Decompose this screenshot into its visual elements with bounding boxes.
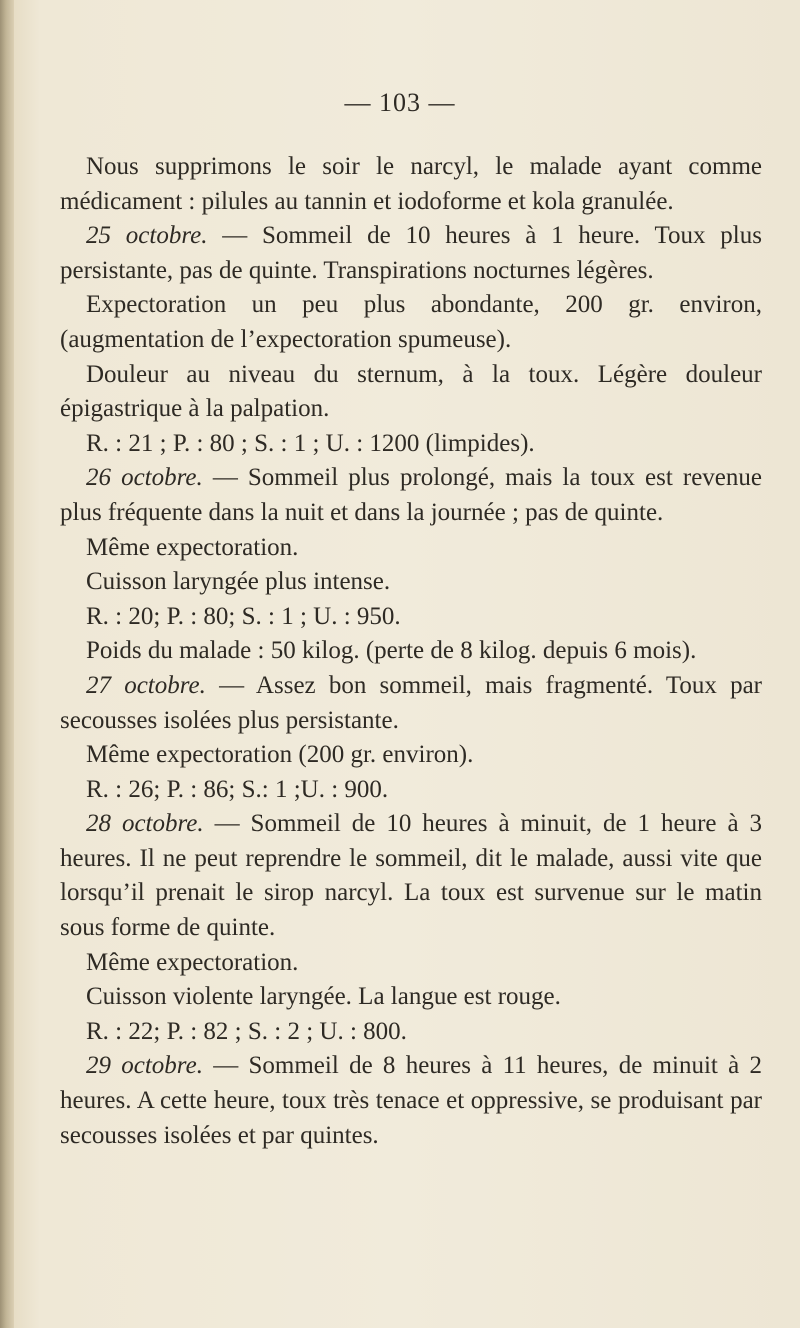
paragraph-text: Poids du malade : 50 kilog. (perte de 8 kilog. depuis 6 mois). — [86, 637, 697, 665]
paragraph-text: R. : 21 ; P. : 80 ; S. : 1 ; U. : 1200 (limpides). — [86, 429, 535, 457]
paragraph-text: Nous supprimons le soir le narcyl, le malade ayant comme médicament : pilules au tannin et iodoforme et kola granulée. — [60, 153, 762, 215]
paragraph-text: — Assez bon sommeil, mais fragmenté. Toux par secousses isolées plus persistante. — [60, 671, 762, 734]
entry-date: 27 octobre. — [86, 671, 206, 699]
paragraph-text: Douleur au niveau du sternum, à la toux. Légère douleur épigastrique à la palpation. — [60, 360, 762, 423]
paragraph — [60, 600, 762, 635]
paragraph — [60, 807, 762, 945]
paragraph — [60, 427, 762, 462]
paragraph — [60, 1049, 762, 1153]
paragraph — [60, 634, 762, 669]
paragraph-text: Cuisson laryngée plus intense. — [86, 568, 391, 596]
paragraph-text: Même expectoration. — [86, 533, 299, 561]
paragraph — [60, 669, 762, 738]
paragraph — [60, 461, 762, 530]
paragraph-text: — Sommeil de 10 heures à minuit, de 1 heure à 3 heures. Il ne peut reprendre le sommeil, dit le malade, aussi vite que lorsqu’il prenait le sirop narcyl. La toux est survenue sur le matin sous forme de quinte. — [60, 810, 762, 942]
paragraph — [60, 565, 762, 600]
body-text — [60, 150, 762, 1153]
paragraph — [60, 1015, 762, 1050]
paragraph — [60, 531, 762, 566]
paragraph — [60, 980, 762, 1015]
entry-date: 29 octobre. — [86, 1052, 203, 1080]
paragraph — [60, 150, 762, 219]
paragraph-text: R. : 20; P. : 80; S. : 1 ; U. : 950. — [86, 602, 401, 630]
paragraph-text: Même expectoration. — [86, 948, 299, 976]
paragraph — [60, 738, 762, 773]
paragraph-text: R. : 26; P. : 86; S.: 1 ;U. : 900. — [86, 775, 389, 803]
paragraph — [60, 358, 762, 427]
paragraph — [60, 946, 762, 981]
paragraph-text: — Sommeil de 8 heures à 11 heures, de minuit à 2 heures. A cette heure, toux très tenace et oppressive, se produisant par secousses isolées et par quintes. — [60, 1052, 762, 1149]
entry-date: 28 octobre. — [86, 810, 204, 838]
paragraph-text: — Sommeil plus prolongé, mais la toux est revenue plus fréquente dans la nuit et dans la journée ; pas de quinte. — [60, 464, 762, 526]
paragraph — [60, 288, 762, 357]
paragraph-text: R. : 22; P. : 82 ; S. : 2 ; U. : 800. — [86, 1017, 407, 1045]
paragraph-text: Expectoration un peu plus abondante, 200 gr. environ, (augmentation de l’expectoration spumeuse). — [60, 291, 762, 353]
paragraph — [60, 773, 762, 808]
paragraph-text: Même expectoration (200 gr. environ). — [86, 741, 474, 769]
entry-date: 26 octobre. — [86, 464, 203, 492]
paragraph-text: — Sommeil de 10 heures à 1 heure. Toux plus persistante, pas de quinte. Transpirations nocturnes légères. — [60, 222, 762, 284]
entry-date: 25 octobre. — [86, 222, 208, 250]
paragraph-text: Cuisson violente laryngée. La langue est rouge. — [86, 983, 561, 1011]
page-binding-edge — [0, 0, 14, 1328]
paragraph — [60, 219, 762, 288]
page-number-header: — 103 — — [344, 88, 456, 117]
